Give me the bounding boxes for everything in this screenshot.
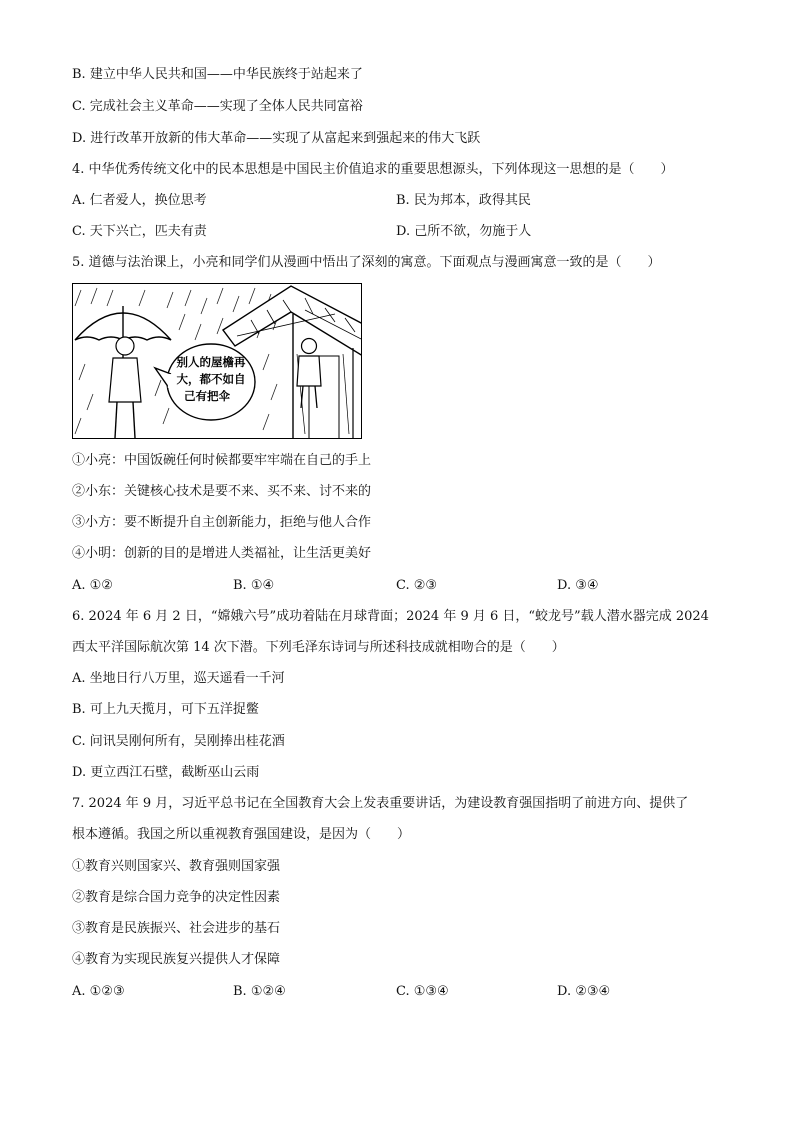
q7-option-d: D. ②③④ (557, 984, 611, 999)
q7-statement-4: ④教育为实现民族复兴提供人才保障 (72, 952, 281, 967)
person-right-body (297, 356, 321, 386)
person-left-head (116, 337, 134, 355)
q6-stem-line-2: 西太平洋国际航次第 14 次下潜。下列毛泽东诗词与所述科技成就相吻合的是（ ） (72, 640, 565, 655)
q6-option-b: B. 可上九天揽月，可下五洋捉鳖 (72, 702, 259, 717)
q4-option-d: D. 己所不欲，勿施于人 (396, 224, 532, 239)
q7-option-c: C. ①③④ (396, 984, 449, 999)
q3-option-c: C. 完成社会主义革命——实现了全体人民共同富裕 (72, 99, 363, 114)
q5-option-b: B. ①④ (233, 578, 275, 593)
q6-option-a: A. 坐地日行八万里，巡天遥看一千河 (72, 671, 285, 686)
q5-statement-4: ④小明：创新的目的是增进人类福祉，让生活更美好 (72, 546, 372, 561)
q5-option-a: A. ①② (72, 578, 113, 593)
q7-option-b: B. ①②④ (233, 984, 286, 999)
q3-option-b: B. 建立中华人民共和国——中华民族终于站起来了 (72, 67, 363, 82)
q5-option-d: D. ③④ (557, 578, 599, 593)
comic-drawing (73, 284, 362, 439)
q4-option-a: A. 仁者爱人，换位思考 (72, 193, 207, 208)
q6-option-d: D. 更立西江石壁，截断巫山云雨 (72, 765, 260, 780)
q5-option-c: C. ②③ (396, 578, 438, 593)
q4-option-c: C. 天下兴亡，匹夫有责 (72, 224, 207, 239)
q5-statement-2: ②小东：关键核心技术是要不来、买不来、讨不来的 (72, 484, 372, 499)
person-right-head (302, 339, 317, 354)
bubble-text-line-2: 大，都不如自 (176, 372, 246, 386)
q7-statement-1: ①教育兴则国家兴、教育强则国家强 (72, 859, 281, 874)
q4-stem: 4. 中华优秀传统文化中的民本思想是中国民主价值追求的重要思想源头，下列体现这一思想的是（ ） (72, 162, 674, 177)
q7-option-a: A. ①②③ (72, 984, 125, 999)
q5-statement-1: ①小亮：中国饭碗任何时候都要牢牢端在自己的手上 (72, 453, 372, 468)
q7-statement-3: ③教育是民族振兴、社会进步的基石 (72, 921, 281, 936)
bubble-text-line-3: 己有把伞 (184, 389, 230, 403)
q5-statement-3: ③小方：要不断提升自主创新能力，拒绝与他人合作 (72, 515, 372, 530)
q6-option-c: C. 问讯吴刚何所有，吴刚捧出桂花酒 (72, 734, 285, 749)
person-left-body (109, 358, 141, 402)
q7-stem-line-2: 根本遵循。我国之所以重视教育强国建设，是因为（ ） (72, 827, 411, 842)
q4-option-b: B. 民为邦本，政得其民 (396, 193, 531, 208)
q7-stem-line-1: 7. 2024 年 9 月，习近平总书记在全国教育大会上发表重要讲话，为建设教育强国指明了前进方向、提供了 (72, 796, 689, 811)
q5-stem: 5. 道德与法治课上，小亮和同学们从漫画中悟出了深刻的寓意。下面观点与漫画寓意一致的是（ ） (72, 255, 661, 270)
bubble-text-line-1: 别人的屋檐再 (176, 355, 246, 369)
q6-stem-line-1: 6. 2024 年 6 月 2 日，“嫦娥六号”成功着陆在月球背面；2024 年 9 月 6 日，“蛟龙号”载人潜水器完成 2024 (72, 609, 709, 624)
comic-illustration (72, 283, 362, 439)
q7-statement-2: ②教育是综合国力竞争的决定性因素 (72, 890, 281, 905)
q3-option-d: D. 进行改革开放新的伟大革命——实现了从富起来到强起来的伟大飞跃 (72, 131, 481, 146)
